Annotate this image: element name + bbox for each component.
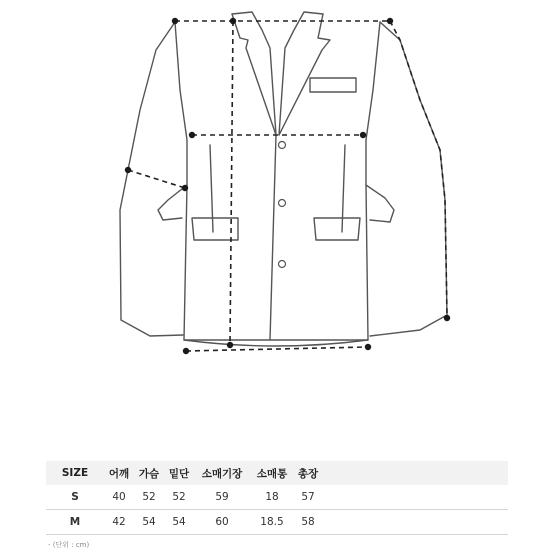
header-shoulder: 어깨	[104, 461, 134, 485]
left-dart	[210, 145, 213, 232]
table-row	[46, 510, 508, 535]
chest-pocket	[310, 78, 356, 92]
value-cell: 57	[294, 485, 322, 510]
button-2	[279, 200, 286, 207]
measure-point	[172, 18, 178, 24]
button-3	[279, 261, 286, 268]
size-label: M	[46, 510, 104, 535]
value-cell: 40	[104, 485, 134, 510]
header-total-length: 총장	[294, 461, 322, 485]
measure-point	[227, 342, 233, 348]
measure-point	[230, 18, 236, 24]
jacket-body-outline	[175, 22, 380, 340]
header-hem: 밑단	[164, 461, 194, 485]
length-measure-line	[230, 21, 233, 345]
measure-point	[125, 167, 131, 173]
header-sleeve-length: 소매기장	[194, 461, 250, 485]
measure-point	[444, 315, 450, 321]
right-sleeve-outline	[370, 22, 447, 336]
unit-note: - (단위 : cm)	[48, 541, 90, 549]
hem-line	[184, 340, 368, 346]
measure-point	[365, 344, 371, 350]
size-table	[46, 461, 508, 535]
value-cell: 18.5	[250, 510, 294, 535]
measure-point	[189, 132, 195, 138]
table-row	[46, 485, 508, 510]
right-dart	[342, 145, 345, 232]
value-cell: 59	[194, 485, 250, 510]
sleeve-width-measure-line	[128, 170, 185, 188]
value-cell: 54	[164, 510, 194, 535]
button-1	[279, 142, 286, 149]
right-sleeve-inner	[366, 185, 394, 222]
value-cell: 54	[134, 510, 164, 535]
value-cell: 58	[294, 510, 322, 535]
header-chest: 가슴	[134, 461, 164, 485]
size-label: S	[46, 485, 104, 510]
left-sleeve-outline	[120, 22, 183, 336]
header-spacer	[322, 461, 508, 485]
measure-point	[387, 18, 393, 24]
header-size: SIZE	[46, 461, 104, 485]
size-table-header	[46, 461, 508, 485]
right-pocket-flap	[314, 218, 360, 240]
lapel-right	[279, 14, 330, 135]
collar-right	[279, 12, 323, 135]
measure-point	[360, 132, 366, 138]
value-cell: 52	[134, 485, 164, 510]
value-cell: 42	[104, 510, 134, 535]
value-cell: 18	[250, 485, 294, 510]
front-placket	[270, 135, 276, 340]
sleeve-length-measure-line	[390, 21, 447, 318]
hem-measure-line	[186, 347, 368, 351]
value-cell: 60	[194, 510, 250, 535]
header-sleeve-width: 소매통	[250, 461, 294, 485]
left-sleeve-inner	[158, 185, 187, 220]
lapel-left	[232, 14, 276, 135]
value-cell: 52	[164, 485, 194, 510]
measure-point	[182, 185, 188, 191]
measure-point	[183, 348, 189, 354]
